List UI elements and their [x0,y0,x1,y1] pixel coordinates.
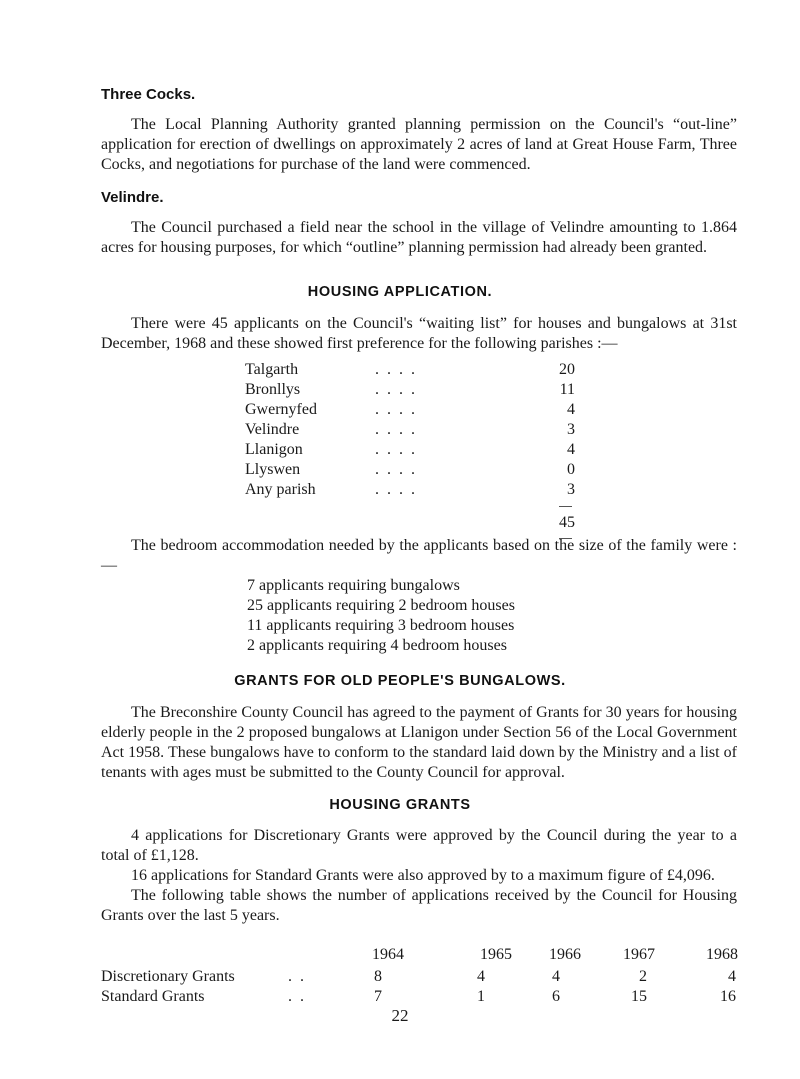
table-cell: 2 [639,968,647,985]
table-cell: 4 [552,968,560,985]
housing-grants-heading: HOUSING GRANTS [329,797,471,813]
parish-name: Bronllys [245,381,301,398]
leader-dots: . . [288,968,306,985]
parish-name: Llanigon [245,441,303,458]
leader-dots: . . . . [375,481,417,498]
velindre-heading: Velindre. [101,189,164,206]
year-header: 1965 [480,946,512,963]
year-header: 1964 [372,946,404,963]
row-label: Discretionary Grants [101,968,235,985]
parish-row [245,401,575,421]
year-header: 1968 [706,946,738,963]
leader-dots: . . . . [375,381,417,398]
grants-old-people-heading: GRANTS FOR OLD PEOPLE'S BUNGALOWS. [234,673,566,689]
page-number: 22 [391,1006,409,1025]
parish-row [245,421,575,441]
leader-dots: . . . . [375,461,417,478]
table-cell: 4 [728,968,736,985]
housing-grants-para-3: The following table shows the number of applications received by the Council for Housing Grants over the last 5 years. [101,887,737,924]
grants-old-people-text: The Breconshire County Council has agreed to the payment of Grants for 30 years for housing elderly people in the 2 proposed bungalows at Llanigon under Section 56 of the Local Government Act 1958. These bungalows have to conform to the standard laid down by the Ministry and a list of tenants with ages must be submitted to the County Council for approval. [101,704,737,781]
leader-dots: . . . . [375,361,417,378]
year-header: 1967 [623,946,655,963]
velindre-text: The Council purchased a field near the school in the village of Velindre amounting to 1.864 acres for housing purposes, for which “outline” planning permission had already been granted. [101,219,737,256]
table-cell: 7 [374,988,382,1005]
bedroom-paragraph [101,536,737,576]
total-rule-top [559,506,572,507]
grants-old-people-paragraph [101,703,737,783]
requirement-item: 2 applicants requiring 4 bedroom houses [247,637,507,654]
requirement-item: 11 applicants requiring 3 bedroom houses [247,617,515,634]
bedroom-intro-text: The bedroom accommodation needed by the applicants based on the size of the family were :— [101,537,737,574]
housing-application-intro [101,314,737,354]
parish-count: 20 [559,361,575,378]
parish-count: 4 [567,441,575,458]
three-cocks-text: The Local Planning Authority granted planning permission on the Council's “out-line” application for erection of dwellings on approximately 2 acres of land at Great House Farm, Three Cocks, and negotiations for purchase of the land were commenced. [101,116,737,173]
housing-application-intro-text: There were 45 applicants on the Council's “waiting list” for houses and bungalows at 31st December, 1968 and these showed first preference for the following parishes :— [101,315,737,352]
parish-total: 45 [559,514,575,531]
requirement-item: 25 applicants requiring 2 bedroom houses [247,597,515,614]
parish-count: 11 [559,381,575,398]
table-cell: 4 [477,968,485,985]
parish-count: 4 [567,401,575,418]
leader-dots: . . . . [375,421,417,438]
parish-row [245,461,575,481]
parish-count: 3 [567,421,575,438]
table-cell: 16 [720,988,736,1005]
parish-name: Any parish [245,481,316,498]
velindre-paragraph [101,218,737,258]
table-cell: 1 [477,988,485,1005]
requirement-item: 7 applicants requiring bungalows [247,577,460,594]
year-header: 1966 [549,946,581,963]
table-header-row [101,946,741,968]
table-cell: 8 [374,968,382,985]
row-label: Standard Grants [101,988,205,1005]
parish-name: Gwernyfed [245,401,317,418]
table-cell: 6 [552,988,560,1005]
parish-name: Velindre [245,421,300,438]
housing-application-heading: HOUSING APPLICATION. [307,284,493,300]
parish-row [245,361,575,381]
parish-row [245,381,575,401]
three-cocks-paragraph [101,115,737,175]
housing-grants-para-2: 16 applications for Standard Grants were also approved by to a maximum figure of £4,096. [131,867,715,884]
parish-count: 0 [567,461,575,478]
parish-count: 3 [567,481,575,498]
housing-grants-paragraph [101,826,737,926]
housing-grants-para-1: 4 applications for Discretionary Grants were approved by the Council during the year to a total of £1,128. [101,827,737,864]
parish-row [245,481,575,501]
table-row [101,968,741,990]
leader-dots: . . [288,988,306,1005]
parish-name: Llyswen [245,461,301,478]
table-cell: 15 [631,988,647,1005]
parish-name: Talgarth [245,361,299,378]
leader-dots: . . . . [375,401,417,418]
parish-total-row [245,514,575,534]
leader-dots: . . . . [375,441,417,458]
parish-row [245,441,575,461]
three-cocks-heading: Three Cocks. [101,86,196,103]
